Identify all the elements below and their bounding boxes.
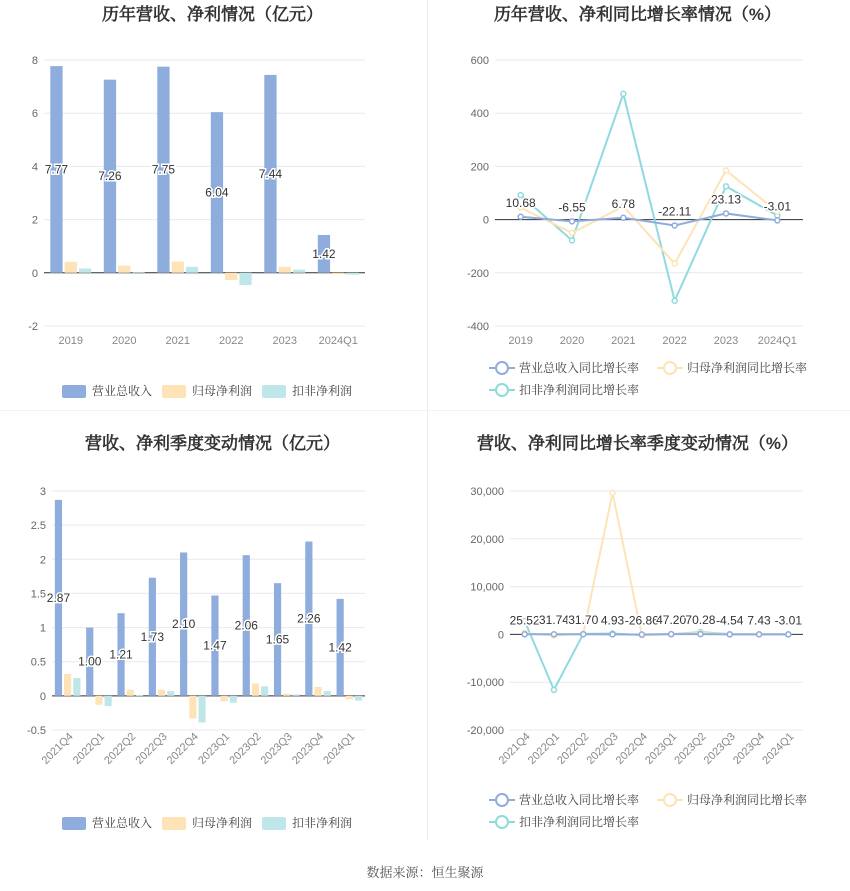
data-label: 7.75 — [151, 162, 176, 177]
legend-swatch-marker — [496, 384, 508, 396]
bar — [221, 696, 228, 701]
bar — [346, 273, 358, 275]
data-label: -3.01 — [774, 613, 803, 628]
y-tick-label: 2 — [39, 554, 46, 567]
y-tick-label: -20,000 — [466, 725, 504, 737]
bar — [198, 696, 205, 723]
data-point — [672, 298, 677, 303]
x-tick-label: 2019 — [508, 335, 533, 347]
y-tick-label: 400 — [470, 108, 489, 121]
x-tick-label: 2020 — [559, 335, 585, 347]
data-label: -4.54 — [716, 613, 744, 628]
y-tick-label: 10,000 — [470, 581, 504, 594]
y-tick-label: 2 — [31, 214, 38, 227]
x-tick-label: 2024Q1 — [760, 730, 797, 767]
legend-label: 扣非净利润同比增长率 — [519, 815, 640, 829]
legend-swatch-marker — [496, 362, 508, 374]
data-label: 10.68 — [505, 195, 536, 210]
y-tick-label: -200 — [466, 267, 489, 280]
bar — [64, 674, 71, 696]
data-point — [724, 184, 729, 189]
bar — [127, 690, 134, 696]
x-tick-label: 2023 — [713, 335, 739, 347]
data-label: -26.86 — [624, 613, 659, 628]
bar — [293, 270, 305, 273]
bar — [79, 269, 91, 273]
data-label: 1.42 — [312, 246, 336, 261]
x-tick-label: 2022Q4 — [164, 730, 201, 767]
legend-label: 扣非净利润同比增长率 — [519, 383, 640, 397]
data-label: 2.10 — [171, 617, 196, 632]
bar — [65, 262, 77, 273]
bar — [346, 696, 353, 699]
bar — [167, 691, 174, 696]
data-point — [551, 687, 556, 692]
y-tick-label: 6 — [31, 108, 38, 121]
data-label: 7.43 — [747, 613, 771, 628]
data-label: 6.04 — [205, 185, 229, 200]
x-tick-label: 2023Q4 — [289, 730, 327, 767]
bar — [158, 690, 165, 696]
chart-title: 营收、净利季度变动情况（亿元） — [85, 434, 340, 453]
data-point — [757, 632, 762, 637]
data-point — [551, 632, 556, 637]
data-label: 47.20 — [656, 613, 687, 628]
data-point — [570, 238, 575, 243]
x-tick-label: 2022Q2 — [102, 730, 139, 767]
y-tick-label: 2.5 — [30, 520, 46, 533]
horizontal-divider — [0, 410, 850, 411]
data-point — [724, 168, 729, 173]
data-point — [639, 632, 644, 637]
x-tick-label: 2019 — [58, 335, 83, 347]
x-tick-label: 2021 — [611, 335, 636, 347]
legend-swatch — [162, 385, 186, 398]
quarterly-growth-rate-chart — [425, 425, 850, 845]
legend-swatch — [62, 817, 86, 830]
x-tick-label: 2022 — [662, 335, 687, 347]
y-tick-label: 1 — [39, 622, 46, 635]
data-point — [669, 632, 674, 637]
y-tick-label: 0 — [39, 690, 46, 703]
legend-label: 营业总收入 — [92, 384, 153, 398]
data-label: 70.28 — [685, 613, 716, 628]
data-label: 2.87 — [46, 590, 71, 605]
legend-swatch — [262, 817, 286, 830]
chart-title: 营收、净利同比增长率季度变动情况（%） — [476, 434, 799, 453]
data-label: 1.00 — [78, 654, 102, 669]
bar — [189, 696, 196, 719]
chart-title: 历年营收、净利同比增长率情况（%） — [493, 5, 782, 24]
x-tick-label: 2023Q1 — [196, 730, 233, 767]
bar — [136, 695, 143, 696]
x-tick-label: 2022Q3 — [133, 730, 170, 767]
bar — [279, 267, 291, 273]
legend-label: 营业总收入同比增长率 — [519, 793, 640, 807]
y-tick-label: -400 — [466, 321, 489, 333]
data-label: 2.26 — [297, 611, 321, 626]
annual-growth-rate-chart — [425, 0, 850, 408]
legend-label: 归母净利润同比增长率 — [687, 361, 808, 375]
x-tick-label: 2021Q4 — [496, 730, 533, 767]
x-tick-label: 2022Q4 — [613, 730, 650, 767]
data-label: 25.52 — [509, 613, 540, 628]
bar — [261, 686, 268, 696]
legend-label: 归母净利润 — [192, 816, 253, 830]
data-point — [522, 632, 527, 637]
bar — [292, 694, 299, 695]
bar — [105, 696, 112, 706]
annual-revenue-profit-chart — [0, 0, 425, 408]
data-label: -22.11 — [658, 204, 692, 219]
x-tick-label: 2023Q3 — [258, 730, 295, 767]
data-label: 7.77 — [44, 162, 69, 177]
y-tick-label: -2 — [28, 321, 38, 333]
bar — [118, 266, 130, 273]
y-tick-label: 0.5 — [30, 656, 46, 669]
data-point — [727, 632, 732, 637]
y-tick-label: 200 — [470, 161, 489, 174]
x-tick-label: 2021Q4 — [39, 730, 76, 767]
data-point — [621, 215, 626, 220]
data-label: -6.55 — [558, 200, 586, 215]
bar — [186, 267, 198, 273]
data-label: 1.42 — [328, 640, 352, 655]
data-point — [518, 214, 523, 219]
bar — [225, 273, 237, 280]
x-tick-label: 2021 — [165, 335, 190, 347]
x-tick-label: 2023 — [272, 335, 297, 347]
x-tick-label: 2023Q4 — [730, 730, 768, 767]
data-point — [672, 223, 677, 228]
data-label: 6.78 — [611, 196, 636, 211]
data-label: 1.73 — [140, 629, 165, 644]
data-label: 7.44 — [258, 166, 283, 181]
data-label: 7.26 — [98, 169, 122, 184]
series-line — [521, 170, 778, 263]
legend-label: 营业总收入同比增长率 — [519, 361, 640, 375]
y-tick-label: 1.5 — [30, 588, 46, 601]
data-label: 2.06 — [234, 618, 258, 633]
x-tick-label: 2023Q1 — [643, 730, 680, 767]
bar — [239, 273, 251, 285]
data-point — [698, 632, 703, 637]
bar — [324, 691, 331, 696]
bar — [252, 684, 259, 696]
legend-label: 扣非净利润 — [292, 816, 353, 830]
bar — [172, 262, 184, 273]
y-tick-label: 8 — [31, 55, 38, 67]
bar — [132, 272, 144, 273]
legend-swatch-marker — [664, 362, 676, 374]
quarterly-revenue-profit-chart — [0, 425, 425, 845]
legend-swatch-marker — [664, 794, 676, 806]
data-point — [621, 91, 626, 96]
data-source-footer: 数据来源：恒生聚源 — [366, 865, 484, 880]
x-tick-label: 2022Q1 — [525, 730, 563, 767]
bar — [230, 696, 237, 703]
legend-swatch-marker — [496, 794, 508, 806]
data-label: 1.65 — [265, 632, 290, 647]
data-point — [570, 230, 575, 235]
data-point — [724, 211, 729, 216]
series-line — [525, 621, 789, 690]
bar — [355, 696, 362, 701]
data-label: 23.13 — [710, 192, 742, 207]
y-tick-label: 0 — [482, 214, 489, 227]
x-tick-label: 2023Q2 — [672, 730, 709, 767]
legend-label: 归母净利润 — [192, 384, 253, 398]
x-tick-label: 2022 — [219, 335, 244, 347]
bar — [95, 696, 102, 705]
legend-label: 归母净利润同比增长率 — [687, 793, 808, 807]
data-label: 31.74 — [538, 613, 569, 628]
x-tick-label: 2023Q3 — [701, 730, 738, 767]
data-point — [672, 261, 677, 266]
y-tick-label: 0 — [31, 267, 38, 280]
legend-swatch — [162, 817, 186, 830]
y-tick-label: -10,000 — [466, 677, 504, 690]
data-label: 31.70 — [568, 613, 599, 628]
y-tick-label: 0 — [497, 629, 504, 642]
x-tick-label: 2024Q1 — [321, 730, 358, 767]
data-point — [570, 219, 575, 224]
data-label: -3.01 — [763, 199, 792, 214]
x-tick-label: 2022Q3 — [584, 730, 621, 767]
data-point — [786, 632, 791, 637]
bar — [283, 694, 290, 696]
legend-label: 扣非净利润 — [292, 384, 353, 398]
bar — [73, 678, 80, 696]
x-tick-label: 2020 — [112, 335, 137, 347]
x-tick-label: 2024Q1 — [757, 335, 797, 347]
data-point — [775, 218, 780, 223]
legend-swatch — [262, 385, 286, 398]
x-tick-label: 2022Q2 — [555, 730, 592, 767]
x-tick-label: 2024Q1 — [318, 335, 358, 347]
data-label: 1.47 — [203, 638, 227, 653]
data-point — [610, 632, 615, 637]
bar — [314, 687, 321, 696]
y-tick-label: 20,000 — [470, 533, 504, 546]
y-tick-label: 3 — [39, 486, 46, 498]
y-tick-label: -0.5 — [27, 725, 46, 737]
y-tick-label: 600 — [470, 55, 489, 67]
x-tick-label: 2023Q2 — [227, 730, 264, 767]
data-label: 1.21 — [109, 647, 133, 662]
y-tick-label: 4 — [31, 161, 38, 174]
legend-swatch-marker — [496, 816, 508, 828]
chart-title: 历年营收、净利情况（亿元） — [102, 5, 323, 24]
data-point — [581, 632, 586, 637]
data-point — [610, 490, 615, 495]
bar — [332, 273, 344, 274]
legend-label: 营业总收入 — [92, 816, 153, 830]
x-tick-label: 2022Q1 — [70, 730, 108, 767]
y-tick-label: 30,000 — [470, 486, 504, 498]
data-label: 4.93 — [600, 613, 625, 628]
legend-swatch — [62, 385, 86, 398]
